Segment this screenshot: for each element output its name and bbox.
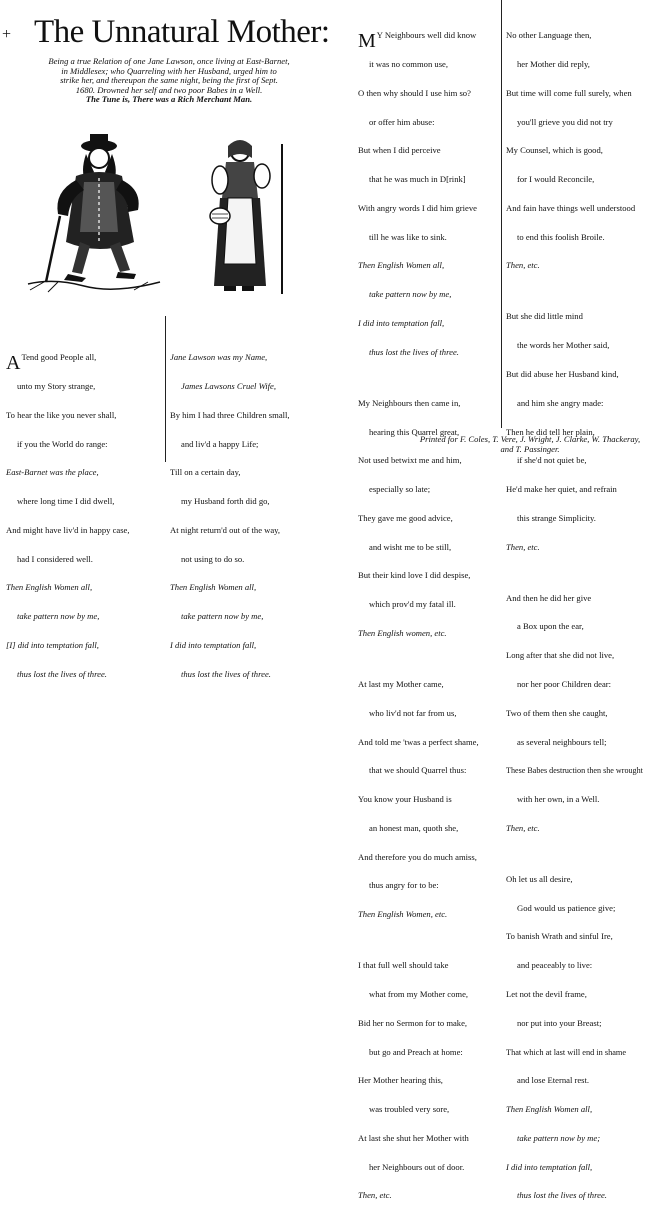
verse-line: Till on a certain day,: [170, 467, 241, 478]
verse-line: that we should Quarrel thus:: [369, 765, 467, 776]
verse-line: Long after that she did not live,: [506, 650, 615, 661]
verse-line: At last my Mother came,: [358, 678, 444, 689]
woodcut-woman-image: [206, 136, 288, 296]
imprint: [400, 435, 660, 455]
verse-line: if you the World do range:: [17, 438, 108, 449]
verses-3-6: [358, 12, 479, 1211]
verse-line: you'll grieve you did not try: [517, 116, 613, 127]
refrain-line: take pattern now by me,: [369, 289, 452, 300]
verse-line: These Babes destruction then she wrought: [506, 766, 643, 776]
refrain-line: Then English Women all,: [358, 260, 445, 271]
verses-7-10: [506, 12, 643, 1211]
verse-line: East-Barnet was the place,: [6, 467, 99, 478]
verse-line: thus angry for to be:: [369, 880, 439, 891]
verse-line: With angry words I did him grieve: [358, 202, 477, 213]
verse-line: it was no common use,: [369, 58, 449, 69]
verse-line: And told me 'twas a perfect shame,: [358, 736, 479, 747]
tune-line: The Tune is, There was a Rich Merchant Man.: [85, 94, 253, 105]
refrain-line: Then English women, etc.: [358, 628, 447, 638]
verse-line: the words her Mother said,: [517, 340, 610, 351]
refrain-line: thus lost the lives of three.: [517, 1190, 607, 1201]
verse-line: Y Neighbours well did know: [376, 30, 477, 41]
verse-line: Then he did tell her plain,: [506, 426, 595, 437]
verse-line: He'd make her quiet, and refrain: [506, 484, 617, 495]
verse-line: No other Language then,: [506, 30, 592, 41]
verse-line: And might have liv'd in happy case,: [6, 524, 130, 535]
verse-line: and wisht me to be still,: [369, 541, 452, 552]
verse-line: But when I did perceive: [358, 145, 441, 156]
subtitle-line: in Middlesex; who Quarreling with her Husband, urged him to: [61, 65, 277, 76]
verse-line: to end this foolish Broile.: [517, 231, 605, 242]
verse-line: and peaceably to live:: [517, 960, 593, 971]
verse-line: unto my Story strange,: [17, 380, 96, 391]
refrain-line: thus lost the lives of three.: [369, 346, 459, 357]
refrain-line: Then English Women all,: [170, 582, 257, 593]
verse-line: And then he did her give: [506, 592, 592, 603]
verse-line: They gave me good advice,: [358, 512, 453, 523]
refrain-line: thus lost the lives of three.: [181, 668, 271, 679]
verse-line: Two of them then she caught,: [506, 707, 608, 718]
verse-line: especially so late;: [369, 484, 431, 495]
subtitle: [14, 57, 324, 105]
verse-line: not using to do so.: [181, 553, 245, 564]
refrain-line: Then, etc.: [358, 1190, 392, 1201]
verse-line: and lose Eternal rest.: [517, 1075, 590, 1086]
verse-line: And fain have things well understood: [506, 202, 636, 213]
verse-line: hearing this Quarrel great,: [369, 426, 460, 437]
subtitle-line: strike her, and thereupon the same night, being the first of Sept.: [60, 75, 278, 86]
verse-line: and him she angry made:: [517, 397, 604, 408]
verse-line: My Neighbours then came in,: [358, 397, 461, 408]
subtitle-line: 1680. Drowned her self and two poor Babes in a Well.: [75, 84, 263, 95]
verse-line: for I would Reconcile,: [517, 174, 595, 185]
verse-line: that he was much in D[rink]: [369, 174, 466, 185]
verse-line: had I considered well.: [17, 553, 93, 564]
refrain-line: take pattern now by me,: [181, 611, 264, 622]
verse-line: till he was like to sink.: [369, 231, 447, 242]
verse-line: At last she shut her Mother with: [358, 1132, 469, 1143]
verse-line: To hear the like you never shall,: [6, 409, 117, 420]
verse-line: but go and Preach at home:: [369, 1046, 463, 1057]
verse-line: Her Mother hearing this,: [358, 1075, 443, 1086]
column-divider: [501, 0, 502, 428]
verse-line: this strange Simplicity.: [517, 512, 596, 523]
refrain-line: I did into temptation fall,: [506, 1161, 593, 1172]
verse-1: [6, 334, 130, 689]
verse-line: Oh let us all desire,: [506, 873, 573, 884]
woodcut-man-image: [24, 132, 164, 296]
verse-line: But their kind love I did despise,: [358, 570, 471, 581]
refrain-line: I did into temptation fall,: [170, 640, 257, 650]
imprint-line: and T. Passinger.: [500, 443, 560, 454]
verse-line: if she'd not quiet be,: [517, 455, 587, 466]
column-divider: [165, 316, 166, 462]
verse-line: But she did little mind: [506, 311, 583, 322]
refrain-line: take pattern now by me;: [517, 1132, 601, 1143]
verse-line: To banish Wrath and sinful Ire,: [506, 931, 613, 942]
verse-line: Let not the devil frame,: [506, 988, 587, 999]
verse-line: You know your Husband is: [358, 794, 452, 805]
verse-line: God would us patience give;: [517, 902, 616, 913]
verse-line: But did abuse her Husband kind,: [506, 368, 619, 379]
verse-line: That which at last will end in shame: [506, 1047, 627, 1057]
dropcap: A: [6, 352, 21, 375]
dropcap: M: [358, 30, 376, 53]
refrain-line: Then, etc.: [506, 541, 540, 552]
verse-line: And therefore you do much amiss,: [358, 851, 477, 862]
verse-line: O then why should I use him so?: [358, 87, 471, 98]
margin-mark: +: [2, 26, 12, 43]
subtitle-line: Being a true Relation of one Jane Lawson, once living at East-Barnet,: [48, 56, 290, 66]
refrain-line: Then, etc.: [506, 822, 540, 833]
verse-line: a Box upon the ear,: [517, 621, 584, 632]
refrain-line: I did into temptation fall,: [358, 318, 445, 328]
verse-line: what from my Mother come,: [369, 988, 469, 999]
verse-line: I that full well should take: [358, 960, 449, 971]
verse-line: was troubled very sore,: [369, 1104, 450, 1115]
refrain-line: Then, etc.: [506, 260, 540, 271]
verse-line: nor her poor Children dear:: [517, 678, 612, 689]
verse-line: At night return'd out of the way,: [170, 524, 281, 535]
verse-line: as several neighbours tell;: [517, 736, 607, 747]
verse-line: Not used betwixt me and him,: [358, 455, 462, 466]
verse-line: where long time I did dwell,: [17, 496, 115, 507]
refrain-line: Then English Women all,: [506, 1104, 593, 1115]
refrain-line: thus lost the lives of three.: [17, 668, 107, 679]
verse-line: who liv'd not far from us,: [369, 707, 457, 718]
refrain-line: take pattern now by me,: [17, 611, 100, 622]
verse-line: which prov'd my fatal ill.: [369, 599, 456, 610]
refrain-line: Then English Women, etc.: [358, 909, 448, 920]
imprint-line: Printed for F. Coles, T. Vere, J. Wright, J. Clarke, W. Thackeray,: [419, 434, 641, 444]
verse-line: Bid her no Sermon for to make,: [358, 1017, 468, 1028]
verse-line: with her own, in a Well.: [517, 794, 600, 805]
verse-line: her Neighbours out of door.: [369, 1161, 465, 1172]
verse-line: Jane Lawson was my Name,: [170, 352, 268, 363]
refrain-line: [I] did into temptation fall,: [6, 640, 99, 650]
verse-line: her Mother did reply,: [517, 58, 590, 69]
verse-line: James Lawsons Cruel Wife,: [181, 380, 277, 391]
verse-line: Tend good People all,: [21, 352, 97, 363]
verse-line: and liv'd a happy Life;: [181, 438, 259, 449]
ballad-title: The Unnatural Mother:: [34, 14, 330, 50]
verse-line: my Husband forth did go,: [181, 496, 270, 507]
verse-line: But time will come full surely, when: [506, 87, 632, 98]
verse-line: nor put into your Breast;: [517, 1017, 602, 1028]
verse-line: By him I had three Children small,: [170, 409, 290, 420]
refrain-line: Then English Women all,: [6, 582, 93, 593]
verse-line: My Counsel, which is good,: [506, 145, 603, 156]
verse-line: or offer him abuse:: [369, 116, 435, 127]
verse-line: an honest man, quoth she,: [369, 822, 459, 833]
verse-2: [170, 334, 290, 689]
